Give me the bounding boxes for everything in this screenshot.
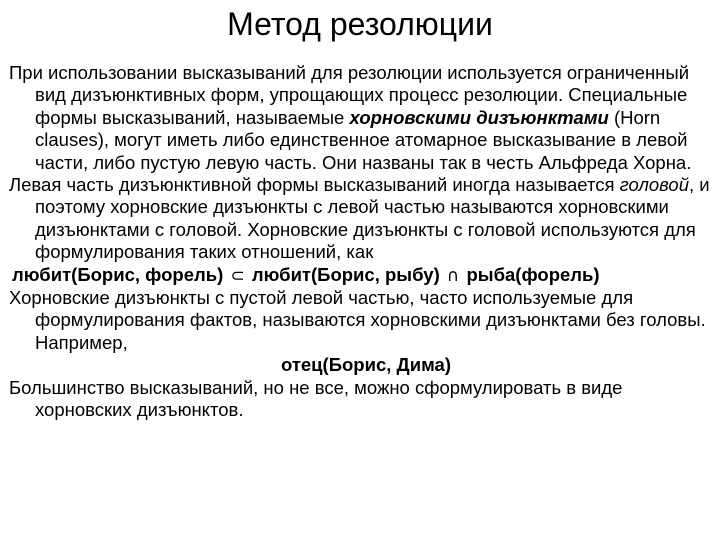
formula-body-a: любит(Борис, рыбу) (251, 263, 440, 285)
head-term: головой (619, 174, 689, 196)
slide-body (9, 62, 713, 422)
formula-fact: отец(Борис, Дима) (280, 354, 451, 376)
paragraph-conclusion: Большинство высказываний, но не все, можно сформулировать в виде хорновских дизъюнктов. (9, 376, 623, 421)
horn-clauses-term: хорновскими дизъюнктами (349, 106, 609, 128)
formula-head: любит(Борис, форель) (12, 263, 224, 285)
paragraph-text: , и поэтому хорновские дизъюнкты с левой частью называются хорновскими дизъюнктами с головой. Хорновские дизъюнкты с головой используются для формулирования таких отношений, как (35, 174, 710, 263)
formula-body-b: рыба(форель) (466, 263, 600, 285)
paragraph-horn-clauses-intro (9, 62, 713, 174)
paragraph-text: Левая часть дизъюнктивной формы высказываний иногда называется (9, 174, 620, 196)
paragraph-text: При использовании высказываний для резолюции используется ограниченный вид дизъюнктивных форм, упрощающих процесс резолюции. Специальные формы высказываний, называемые (9, 62, 690, 128)
formula-rule (9, 264, 713, 287)
paragraph-clause-head (9, 174, 713, 264)
slide-title: Метод резолюции (227, 6, 493, 42)
conjunction-symbol: ∩ (446, 265, 460, 286)
paragraph-headless-clauses: Хорновские дизъюнкты с пустой левой частью, часто используемые для формулирования фактов, называются хорновскими дизъюнктами без головы. Например, (9, 287, 706, 353)
implication-symbol: ⊂ (230, 265, 245, 286)
paragraph-text: (Horn clauses), могут иметь либо единственное атомарное высказывание в левой части, либо пустую левую часть. Они названы так в честь Альфреда Хорна. (35, 106, 692, 173)
